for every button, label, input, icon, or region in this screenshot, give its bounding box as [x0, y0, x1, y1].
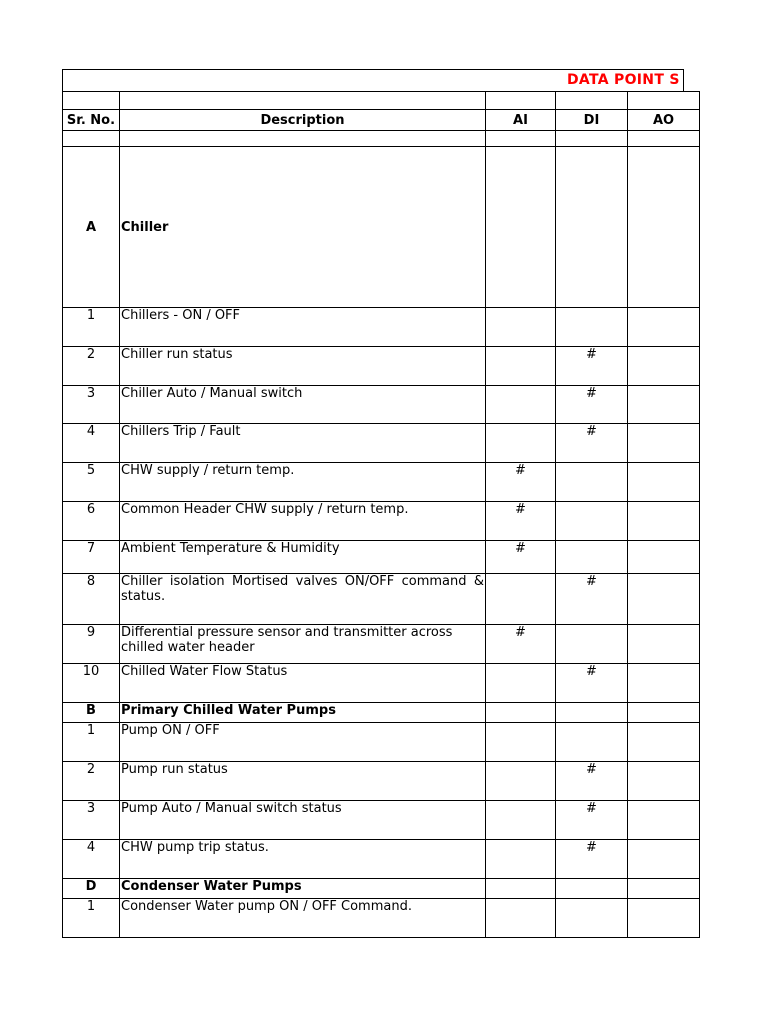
- row-sr: 5: [63, 463, 120, 502]
- table-row: [63, 762, 700, 801]
- row-sr: 8: [63, 574, 120, 625]
- row-di: #: [556, 424, 628, 463]
- row-di: [556, 899, 628, 938]
- spreadsheet: [62, 69, 684, 938]
- row-sr: D: [63, 879, 120, 899]
- row-sr: 3: [63, 386, 120, 424]
- data-point-table: [62, 91, 700, 938]
- row-ao: [628, 347, 700, 386]
- row-ao: [628, 801, 700, 840]
- section-row-primary-pumps: [63, 703, 700, 723]
- row-di: #: [556, 386, 628, 424]
- row-ao: [628, 574, 700, 625]
- row-di: [556, 308, 628, 347]
- row-di: #: [556, 762, 628, 801]
- row-ao: [628, 840, 700, 879]
- table-row: [63, 664, 700, 703]
- header-ai: AI: [486, 110, 556, 131]
- row-di: [556, 463, 628, 502]
- row-description: CHW supply / return temp.: [120, 463, 486, 502]
- row-di: #: [556, 801, 628, 840]
- row-description: Condenser Water Pumps: [120, 879, 486, 899]
- row-ao: [628, 308, 700, 347]
- row-sr: 4: [63, 840, 120, 879]
- row-ai: [486, 762, 556, 801]
- table-row: [63, 899, 700, 938]
- row-ao: [628, 762, 700, 801]
- row-ai: #: [486, 541, 556, 574]
- row-ai: [486, 723, 556, 762]
- header-description: Description: [120, 110, 486, 131]
- row-ao: [628, 424, 700, 463]
- header-row: [63, 110, 700, 131]
- row-ao: [628, 899, 700, 938]
- row-sr: B: [63, 703, 120, 723]
- row-ai: [486, 840, 556, 879]
- row-ao: [628, 723, 700, 762]
- row-sr: 9: [63, 625, 120, 664]
- row-di: [556, 502, 628, 541]
- row-di: #: [556, 574, 628, 625]
- row-sr: 1: [63, 899, 120, 938]
- table-row: [63, 308, 700, 347]
- row-description: Pump run status: [120, 762, 486, 801]
- row-description: Common Header CHW supply / return temp.: [120, 502, 486, 541]
- row-sr: 7: [63, 541, 120, 574]
- row-ao: [628, 625, 700, 664]
- row-description: CHW pump trip status.: [120, 840, 486, 879]
- table-row: [63, 386, 700, 424]
- row-sr: 1: [63, 723, 120, 762]
- row-ao: [628, 386, 700, 424]
- row-ao: [628, 541, 700, 574]
- header-ao: AO: [628, 110, 700, 131]
- table-row: [63, 625, 700, 664]
- row-sr: 3: [63, 801, 120, 840]
- table-row: [63, 463, 700, 502]
- row-sr: 10: [63, 664, 120, 703]
- row-di: #: [556, 664, 628, 703]
- row-description: Chiller isolation Mortised valves ON/OFF command & status.: [120, 574, 486, 625]
- row-description: Pump Auto / Manual switch status: [120, 801, 486, 840]
- row-ai: [486, 424, 556, 463]
- title-row: [62, 69, 684, 91]
- row-ao: [628, 502, 700, 541]
- row-sr: 2: [63, 762, 120, 801]
- row-di: [556, 723, 628, 762]
- row-description: Chiller: [120, 147, 486, 308]
- table-row: [63, 502, 700, 541]
- row-description: Chillers - ON / OFF: [120, 308, 486, 347]
- row-ao: [628, 463, 700, 502]
- row-di: #: [556, 840, 628, 879]
- row-ai: #: [486, 463, 556, 502]
- row-description: Chillers Trip / Fault: [120, 424, 486, 463]
- blank-row: [63, 131, 700, 147]
- row-description: Differential pressure sensor and transmitter across chilled water header: [120, 625, 486, 664]
- row-sr: 6: [63, 502, 120, 541]
- row-ai: #: [486, 502, 556, 541]
- row-ai: #: [486, 625, 556, 664]
- row-di: [556, 541, 628, 574]
- header-sr-no: Sr. No.: [63, 110, 120, 131]
- header-di: DI: [556, 110, 628, 131]
- table-row: [63, 541, 700, 574]
- row-sr: 1: [63, 308, 120, 347]
- row-sr: A: [63, 147, 120, 308]
- row-ai: [486, 664, 556, 703]
- row-description: Chilled Water Flow Status: [120, 664, 486, 703]
- section-row-condenser-pumps: [63, 879, 700, 899]
- row-description: Primary Chilled Water Pumps: [120, 703, 486, 723]
- row-ai: [486, 574, 556, 625]
- section-row-chiller: [63, 147, 700, 308]
- sheet-title: DATA POINT S: [567, 72, 680, 88]
- row-description: Ambient Temperature & Humidity: [120, 541, 486, 574]
- row-description: Condenser Water pump ON / OFF Command.: [120, 899, 486, 938]
- table-row: [63, 424, 700, 463]
- row-ai: [486, 308, 556, 347]
- row-sr: 2: [63, 347, 120, 386]
- row-ao: [628, 664, 700, 703]
- row-ai: [486, 899, 556, 938]
- row-description: Chiller run status: [120, 347, 486, 386]
- row-ai: [486, 347, 556, 386]
- row-ai: [486, 386, 556, 424]
- row-di: [556, 625, 628, 664]
- table-row: [63, 347, 700, 386]
- row-description: Pump ON / OFF: [120, 723, 486, 762]
- row-description: Chiller Auto / Manual switch: [120, 386, 486, 424]
- row-di: #: [556, 347, 628, 386]
- table-row: [63, 801, 700, 840]
- table-row: [63, 723, 700, 762]
- row-ai: [486, 801, 556, 840]
- row-sr: 4: [63, 424, 120, 463]
- table-row: [63, 574, 700, 625]
- blank-row: [63, 92, 700, 110]
- table-row: [63, 840, 700, 879]
